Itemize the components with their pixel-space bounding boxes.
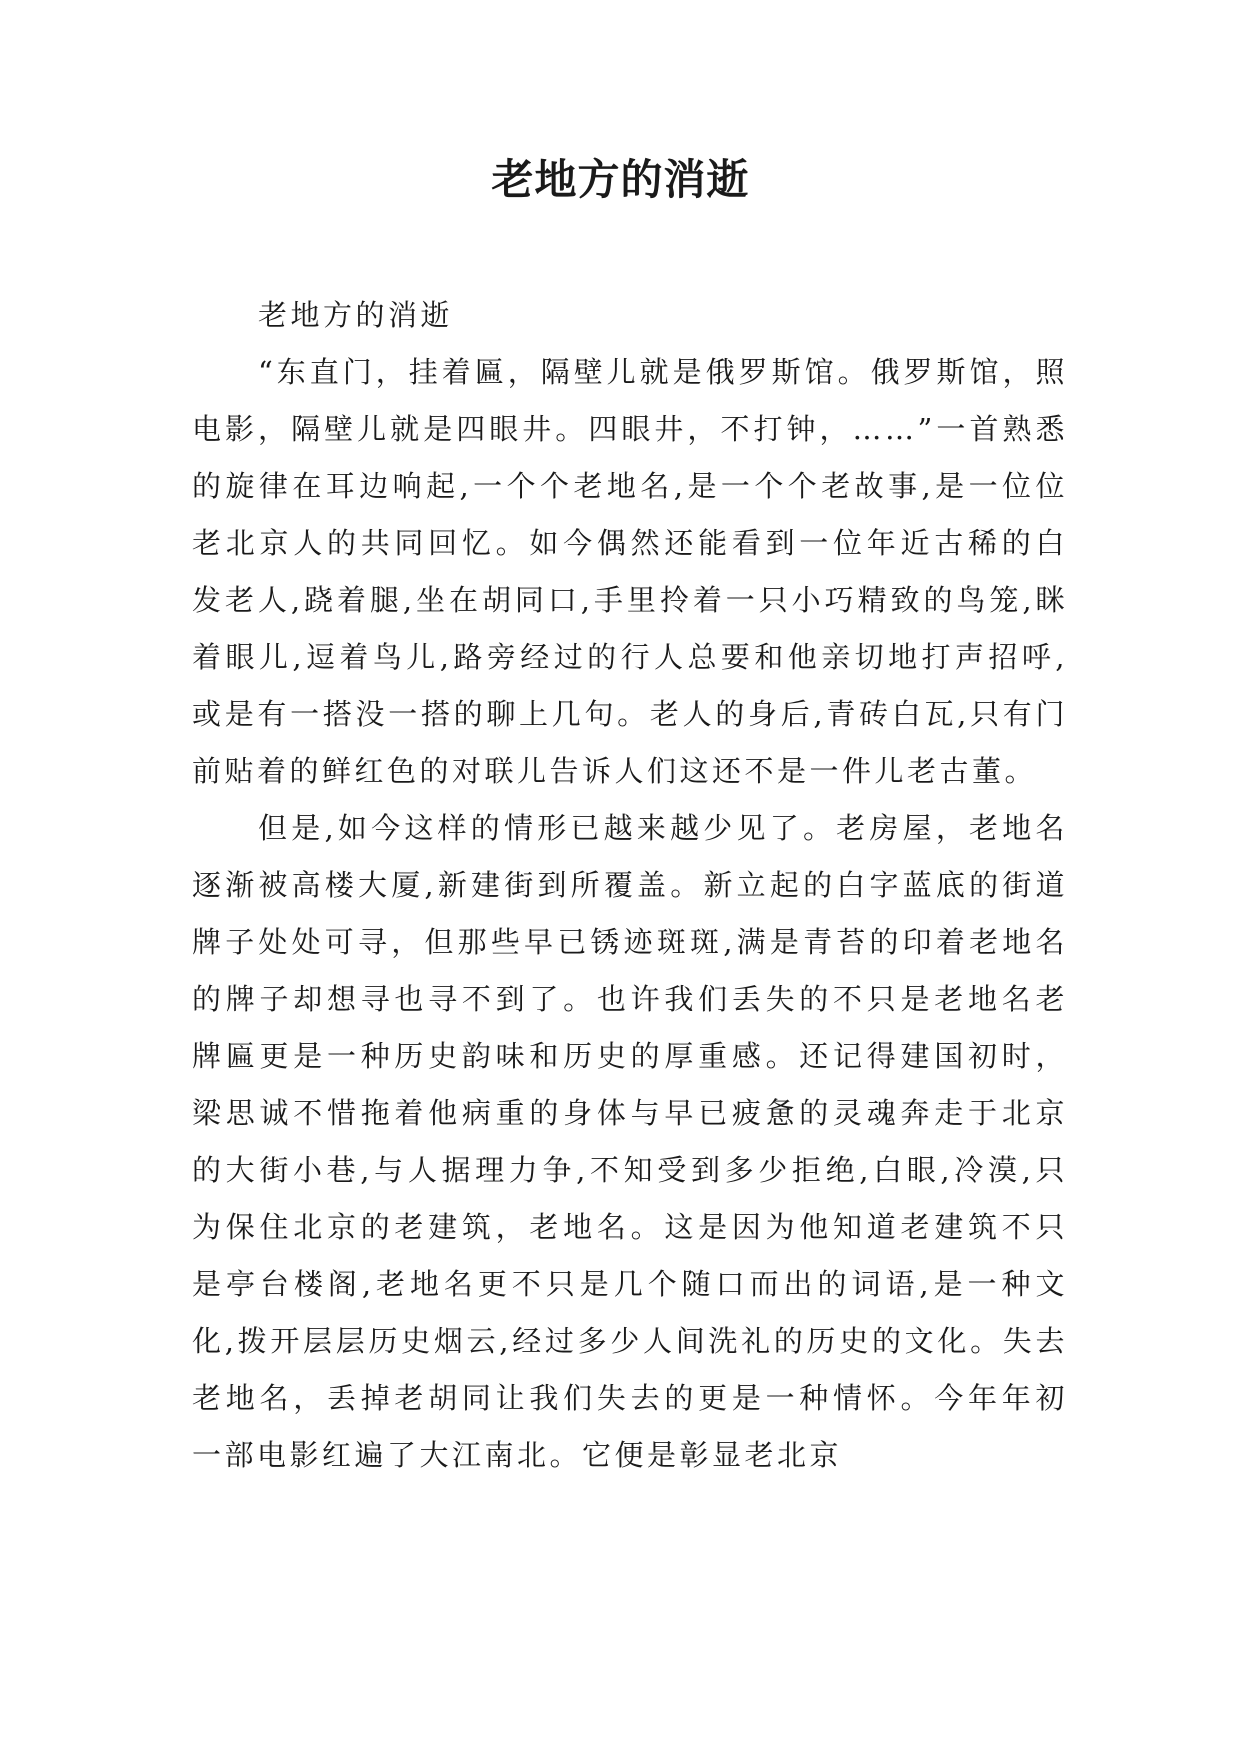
document-title: 老地方的消逝 bbox=[491, 155, 750, 204]
paragraph: “东直门，挂着匾，隔壁儿就是俄罗斯馆。俄罗斯馆，照电影，隔壁儿就是四眼井。四眼井，不打钟，……”一首熟悉的旋律在耳边响起,一个个老地名,是一个个老故事,是一位位老北京人的共同回忆。如今偶然还能看到一位年近古稀的白发老人,跷着腿,坐在胡同口,手里拎着一只小巧精致的鸟笼,眯着眼儿,逗着鸟儿,路旁经过的行人总要和他亲切地打声招呼,或是有一搭没一搭的聊上几句。老人的身后,青砖白瓦,只有门前贴着的鲜红色的对联儿告诉人们这还不是一件儿老古董。 bbox=[192, 355, 1068, 788]
document-body bbox=[192, 287, 1068, 1484]
paragraph-subtitle: 老地方的消逝 bbox=[258, 298, 454, 332]
paragraph: 但是,如今这样的情形已越来越少见了。老房屋，老地名逐渐被高楼大厦,新建街到所覆盖。新立起的白字蓝底的街道牌子处处可寻，但那些早已锈迹斑斑,满是青苔的印着老地名的牌子却想寻也寻不到了。也许我们丢失的不只是老地名老牌匾更是一种历史韵味和历史的厚重感。还记得建国初时，梁思诚不惜拖着他病重的身体与早已疲惫的灵魂奔走于北京的大街小巷,与人据理力争,不知受到多少拒绝,白眼,冷漠,只为保住北京的老建筑，老地名。这是因为他知道老建筑不只是亭台楼阁,老地名更不只是几个随口而出的词语,是一种文化,拨开层层历史烟云,经过多少人间洗礼的历史的文化。失去老地名，丢掉老胡同让我们失去的更是一种情怀。今年年初一部电影红遍了大江南北。它便是彰显老北京 bbox=[192, 811, 1068, 1472]
